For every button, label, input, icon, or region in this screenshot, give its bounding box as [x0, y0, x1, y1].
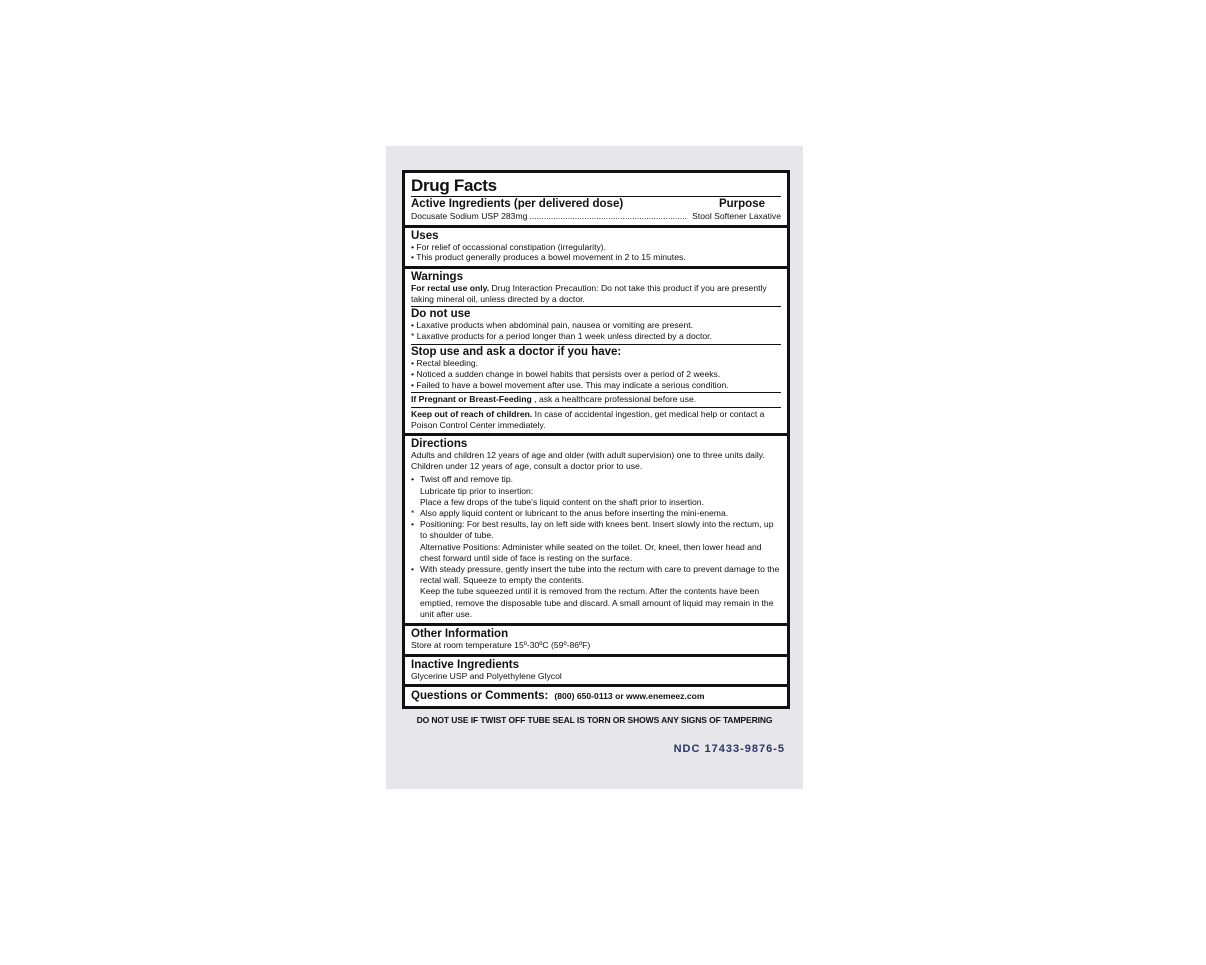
- directions-intro: Adults and children 12 years of age and older (with adult supervision) one to three units daily. Children under 12 years of age, consult a doctor prior to use.: [411, 450, 765, 471]
- directions-line: Lubricate tip prior to insertion:: [420, 485, 534, 496]
- stop-use-block: [411, 344, 781, 390]
- leader-dots: ..................................................................: [529, 211, 687, 221]
- other-information-title: Other Information: [411, 627, 509, 640]
- do-not-use-block: [411, 306, 781, 342]
- questions-section: [405, 684, 787, 706]
- keep-out-bold: Keep out of reach of children.: [411, 408, 533, 419]
- storage-text: Store at room temperature 15º-30ºC (59º-86ºF): [411, 639, 591, 650]
- directions-section: [405, 433, 787, 623]
- directions-title: Directions: [411, 438, 468, 451]
- directions-line: Keep the tube squeezed until it is removed from the rectum. After the contents have been emptied, remove the disposable tube and discard. A small amount of liquid may remain in the unit after use.: [420, 586, 774, 619]
- stop-use-item: • Noticed a sudden change in bowel habits that persists over a period of 2 weeks.: [411, 368, 721, 379]
- do-not-use-item: * Laxative products for a period longer than 1 week unless directed by a doctor.: [411, 331, 712, 342]
- directions-line: Also apply liquid content or lubricant to the anus before inserting the mini-enema.: [420, 507, 729, 518]
- do-not-use-title: Do not use: [411, 308, 471, 321]
- ingredient-name: Docusate Sodium USP 283mg: [411, 211, 528, 221]
- directions-list: [411, 474, 781, 620]
- questions-label: Questions or Comments:: [411, 690, 549, 703]
- directions-line: Alternative Positions: Administer while seated on the toilet. Or, kneel, then lower head and chest forward until side of face is resting on the surface.: [420, 541, 762, 563]
- ndc-number: NDC 17433-9876-5: [673, 743, 785, 755]
- directions-item: [411, 519, 781, 564]
- uses-title: Uses: [411, 229, 439, 242]
- ingredient-purpose: Stool Softener Laxative: [692, 211, 781, 221]
- drug-facts-box: [402, 170, 790, 709]
- inactive-ingredients-text: Glycerine USP and Polyethylene Glycol: [411, 670, 562, 681]
- rectal-use-text: Drug Interaction Precaution: Do not take this product if you are presently taking mineral oil, unless directed by a doctor.: [411, 283, 767, 304]
- divider: [411, 196, 781, 197]
- ingredient-row: [411, 211, 781, 222]
- directions-line: With steady pressure, gently insert the tube into the rectum with care to prevent damage to the rectal wall. Squeeze to empty the contents.: [420, 563, 780, 586]
- directions-line: Place a few drops of the tube's liquid content on the shaft prior to insertion.: [420, 496, 704, 507]
- do-not-use-item: • Laxative products when abdominal pain, nausea or vomiting are present.: [411, 320, 693, 331]
- rectal-use-bold: For rectal use only.: [411, 283, 490, 294]
- contact-info: (800) 650-0113 or www.enemeez.com: [554, 691, 705, 702]
- uses-item: • This product generally produces a bowel movement in 2 to 15 minutes.: [411, 252, 686, 263]
- questions-row: [411, 689, 781, 703]
- bullet: *: [411, 507, 415, 518]
- drug-facts-header-section: [405, 173, 787, 225]
- pregnancy-text: , ask a healthcare professional before use.: [531, 394, 697, 405]
- keep-out-text: In case of accidental ingestion, get medical help or contact a Poison Control Center immediately.: [411, 408, 765, 430]
- drug-facts-title: Drug Facts: [411, 176, 497, 195]
- stop-use-title: Stop use and ask a doctor if you have:: [411, 345, 622, 358]
- directions-item: [411, 474, 781, 508]
- pregnancy-bold: If Pregnant or Breast-Feeding: [411, 394, 532, 405]
- directions-line: Twist off and remove tip.: [420, 474, 513, 485]
- keep-out-of-reach-warning: [411, 407, 781, 430]
- product-label-panel: [386, 146, 803, 789]
- other-information-section: [405, 623, 787, 654]
- uses-section: [405, 225, 787, 267]
- warnings-title: Warnings: [411, 271, 463, 284]
- stop-use-item: • Rectal bleeding.: [411, 357, 479, 368]
- bullet: •: [411, 563, 415, 574]
- stop-use-item: • Failed to have a bowel movement after use. This may indicate a serious condition.: [411, 379, 729, 390]
- directions-line: Positioning: For best results, lay on left side with knees bent. Insert slowly into the rectum, up to shoulder of tube.: [420, 519, 774, 541]
- active-ingredients-title: Active Ingredients (per delivered dose): [411, 198, 624, 210]
- rectal-use-warning: [411, 283, 781, 304]
- inactive-ingredients-title: Inactive Ingredients: [411, 658, 520, 671]
- directions-item: [411, 508, 781, 519]
- directions-item: [411, 564, 781, 620]
- inactive-ingredients-section: [405, 654, 787, 685]
- tamper-warning: DO NOT USE IF TWIST OFF TUBE SEAL IS TORN OR SHOWS ANY SIGNS OF TAMPERING: [416, 715, 773, 725]
- purpose-title: Purpose: [718, 198, 765, 210]
- active-ingredients-header: [411, 198, 781, 211]
- bullet: •: [411, 519, 415, 530]
- pregnancy-warning: [411, 392, 781, 405]
- uses-item: • For relief of occassional constipation (irregularity).: [411, 241, 607, 252]
- warnings-section: [405, 266, 787, 433]
- bullet: •: [411, 474, 415, 485]
